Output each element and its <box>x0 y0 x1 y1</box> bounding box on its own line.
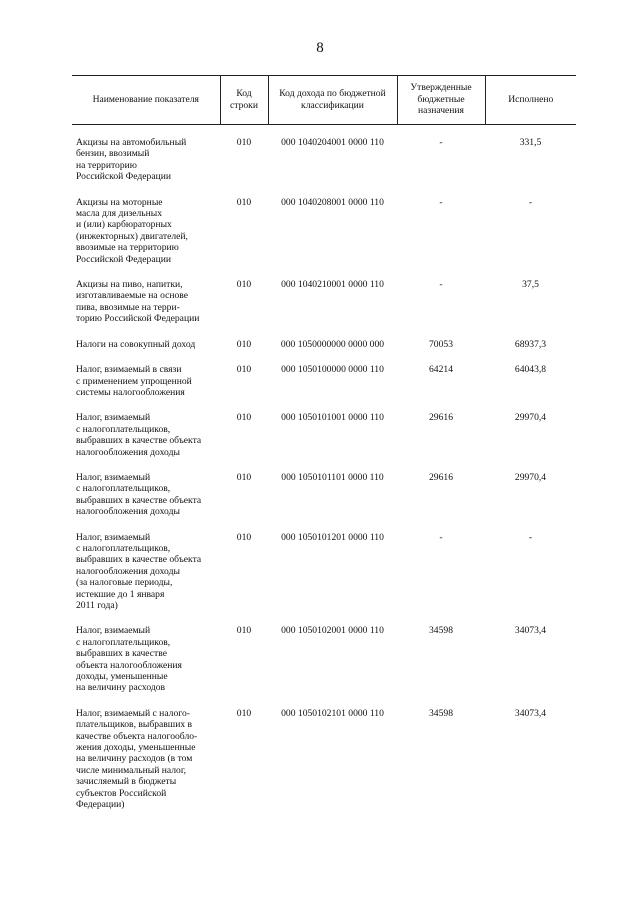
cell-income-code: 000 1050101001 0000 110 <box>281 412 384 424</box>
cell-approved: 70053 <box>429 338 453 350</box>
cell-approved: 29616 <box>429 471 453 483</box>
indicator-name-line: Налоги на совокупный доход <box>76 338 196 350</box>
cell-executed: 34073,4 <box>514 707 547 719</box>
indicator-name-line: с применением упрощенной <box>76 375 192 387</box>
table-row <box>72 279 576 339</box>
indicator-name-line: Налог, взимаемый <box>76 531 151 543</box>
table-header <box>72 76 576 125</box>
cell-income-code: 000 1050101101 0000 110 <box>281 471 384 483</box>
cell-income-code: 000 1040204001 0000 110 <box>281 137 384 148</box>
cell-indicator-name <box>72 197 220 279</box>
cell-executed: 64043,8 <box>514 364 547 376</box>
cell-income-code: 000 1050101201 0000 110 <box>281 531 384 543</box>
indicator-name-line: объекта налогообложения <box>76 659 182 671</box>
cell-executed: 331,5 <box>519 137 542 148</box>
cell-row-code: 010 <box>236 196 252 208</box>
cell-executed: 68937,3 <box>514 338 547 350</box>
indicator-name-line: ввозимые на территорию <box>76 242 179 254</box>
indicator-name-line: числе минимальный налог, <box>76 764 187 776</box>
cell-approved: - <box>439 279 443 291</box>
cell-row-code: 010 <box>236 471 252 483</box>
cell-income-code: 000 1050000000 0000 000 <box>280 338 385 350</box>
indicator-name-line: Налог, взимаемый <box>76 412 151 424</box>
cell-approved: - <box>439 531 443 543</box>
indicator-name-line: зачисляемый в бюджеты <box>76 776 177 788</box>
table-row <box>72 339 576 364</box>
cell-approved: 34598 <box>429 625 453 637</box>
cell-income-code: 000 1050102001 0000 110 <box>281 625 384 637</box>
cell-income-code: 000 1040208001 0000 110 <box>281 196 384 208</box>
table-row <box>72 412 576 472</box>
header-executed: Исполнено <box>485 76 576 125</box>
indicator-name-line: субъектов Российской <box>76 787 167 799</box>
cell-indicator-name <box>72 532 220 626</box>
indicator-name-line: налогообложения доходы <box>76 565 180 577</box>
cell-approved: 64214 <box>429 364 453 376</box>
indicator-name-line: налогообложения доходы <box>76 446 180 458</box>
indicator-name-line: Акцизы на пиво, напитки, <box>76 279 183 291</box>
cell-indicator-name <box>72 625 220 707</box>
indicator-name-line: бензин, ввозимый <box>76 148 150 160</box>
page-number: 8 <box>316 40 324 56</box>
cell-indicator-name <box>72 708 220 825</box>
table-row <box>72 708 576 825</box>
indicator-name-line: изготавливаемые на основе <box>76 290 189 302</box>
indicator-name-line: Акцизы на автомобильный <box>76 137 187 148</box>
cell-approved: 34598 <box>429 707 453 719</box>
table-row <box>72 364 576 412</box>
indicator-name-line: выбравших в качестве объекта <box>76 435 202 447</box>
indicator-name-line: Налог, взимаемый <box>76 471 151 483</box>
indicator-name-line: масла для дизельных <box>76 208 163 220</box>
table-body <box>72 125 576 825</box>
cell-indicator-name <box>72 412 220 472</box>
indicator-name-line: налогообложения доходы <box>76 506 180 518</box>
cell-income-code: 000 1040210001 0000 110 <box>281 279 384 291</box>
cell-executed: 34073,4 <box>514 625 547 637</box>
indicator-name-line: 2011 года) <box>76 600 118 611</box>
cell-row-code: 010 <box>236 364 252 376</box>
cell-indicator-name <box>72 125 220 197</box>
indicator-name-line: с налогоплательщиков, <box>76 423 171 435</box>
cell-row-code: 010 <box>236 279 252 291</box>
cell-indicator-name <box>72 472 220 532</box>
indicator-name-line: на величину расходов (в том <box>76 753 193 765</box>
indicator-name-line: Российской Федерации <box>76 171 171 183</box>
cell-row-code: 010 <box>236 531 252 543</box>
table-row <box>72 472 576 532</box>
indicator-name-line: пива, ввозимые на терри- <box>76 301 180 313</box>
budget-execution-table <box>72 75 576 825</box>
cell-executed: 29970,4 <box>514 412 547 424</box>
indicator-name-line: и (или) карбюраторных <box>76 219 172 231</box>
indicator-name-line: выбравших в качестве <box>76 648 167 660</box>
indicator-name-line: Налог, взимаемый в связи <box>76 364 182 376</box>
cell-executed: - <box>528 531 533 543</box>
indicator-name-line: (за налоговые периоды, <box>76 577 173 589</box>
indicator-name-line: (инжекторных) двигателей, <box>76 230 188 242</box>
cell-executed: 29970,4 <box>514 471 547 483</box>
indicator-name-line: выбравших в качестве объекта <box>76 554 202 566</box>
cell-approved: - <box>439 137 443 148</box>
header-row-code: Код строки <box>220 76 268 125</box>
cell-income-code: 000 1050102101 0000 110 <box>281 707 384 719</box>
cell-row-code: 010 <box>236 625 252 637</box>
header-income-code: Код дохода по бюджетной классификации <box>268 76 397 125</box>
cell-row-code: 010 <box>236 137 252 148</box>
indicator-name-line: Федерации) <box>76 799 125 811</box>
table-row <box>72 625 576 707</box>
cell-row-code: 010 <box>236 707 252 719</box>
cell-row-code: 010 <box>236 338 252 350</box>
indicator-name-line: с налогоплательщиков, <box>76 483 171 495</box>
cell-indicator-name <box>72 364 220 412</box>
indicator-name-line: качестве объекта налогообло- <box>76 730 198 742</box>
cell-approved: 29616 <box>429 412 453 424</box>
indicator-name-line: Акцизы на моторные <box>76 196 163 208</box>
cell-indicator-name <box>72 279 220 339</box>
indicator-name-line: жения доходы, уменьшенные <box>76 742 196 754</box>
cell-approved: - <box>439 196 443 208</box>
header-approved: Утвержденные бюджетные назначения <box>397 76 485 125</box>
indicator-name-line: доходы, уменьшенные <box>76 671 168 683</box>
indicator-name-line: с налогоплательщиков, <box>76 636 171 648</box>
indicator-name-line: истекшие до 1 января <box>76 588 165 600</box>
indicator-name-line: системы налогообложения <box>76 386 185 398</box>
table-row <box>72 532 576 626</box>
cell-executed: 37,5 <box>522 279 539 291</box>
header-name: Наименование показателя <box>72 76 220 125</box>
cell-income-code: 000 1050100000 0000 110 <box>281 364 384 376</box>
table-row <box>72 197 576 279</box>
cell-indicator-name <box>72 339 220 364</box>
indicator-name-line: выбравших в качестве объекта <box>76 494 202 506</box>
cell-executed: - <box>528 196 533 208</box>
cell-row-code: 010 <box>236 412 252 424</box>
indicator-name-line: Налог, взимаемый с налого- <box>76 707 190 719</box>
indicator-name-line: на величину расходов <box>76 682 166 694</box>
indicator-name-line: с налогоплательщиков, <box>76 542 171 554</box>
indicator-name-line: плательщиков, выбравших в <box>76 719 193 731</box>
indicator-name-line: Налог, взимаемый <box>76 625 151 637</box>
indicator-name-line: Российской Федерации <box>76 253 171 265</box>
indicator-name-line: на территорию <box>76 159 137 171</box>
indicator-name-line: торию Российской Федерации <box>76 313 200 325</box>
table-row <box>72 125 576 197</box>
